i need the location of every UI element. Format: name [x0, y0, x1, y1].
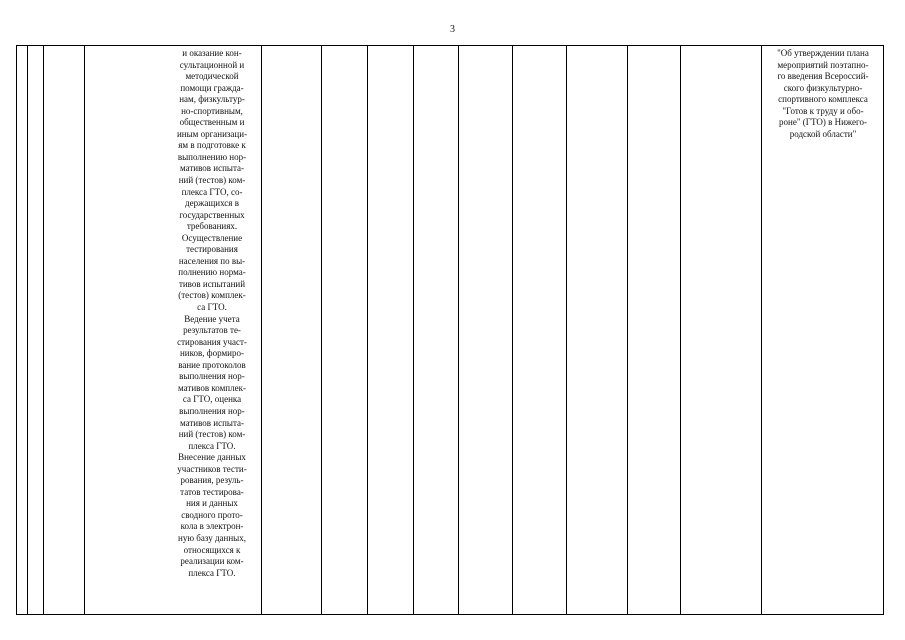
column-divider — [261, 46, 262, 614]
column-divider — [321, 46, 322, 614]
column-divider — [680, 46, 681, 614]
column-divider — [27, 46, 28, 614]
column-divider — [413, 46, 414, 614]
regulatory-document-cell: "Об утверждении плана мероприятий поэтапно- го введения Всероссий- ского физкультурно- спортивного комплекса "Готов к труду и обо- роне" (ГТО) в Нижего- родской области" — [777, 48, 869, 139]
column-divider — [84, 46, 85, 614]
column-divider — [43, 46, 44, 614]
activity-description-cell: и оказание кон- сультационной и методической помощи гражда- нам, физкультур- но-спортивным, общественным и иным организаци- ям в подготовке к выполнению нор- мативов испыта- ний (тестов) ком- плекса ГТО, со- держащихся в государственных требованиях. Осуществление тестирования населения по вы- полнению норма- тивов испытаний (тестов) комплек- са ГТО. Ведение учета результатов те- стирования участ- ников, формиро- вание протоколов выполнения нор- мативов комплек- са ГТО, оценка выполнения нор- мативов испыта- ний (тестов) ком- плекса ГТО. Внесение данных участников тести- рования, резуль- татов тестирова- ния и данных сводного прото- кола в электрон- ную базу данных, относящихся к реализации ком- плекса ГТО. — [176, 48, 248, 578]
table-frame — [16, 45, 884, 615]
column-divider — [458, 46, 459, 614]
column-divider — [566, 46, 567, 614]
page-number: 3 — [450, 24, 455, 35]
column-divider — [512, 46, 513, 614]
column-divider — [367, 46, 368, 614]
column-divider — [627, 46, 628, 614]
